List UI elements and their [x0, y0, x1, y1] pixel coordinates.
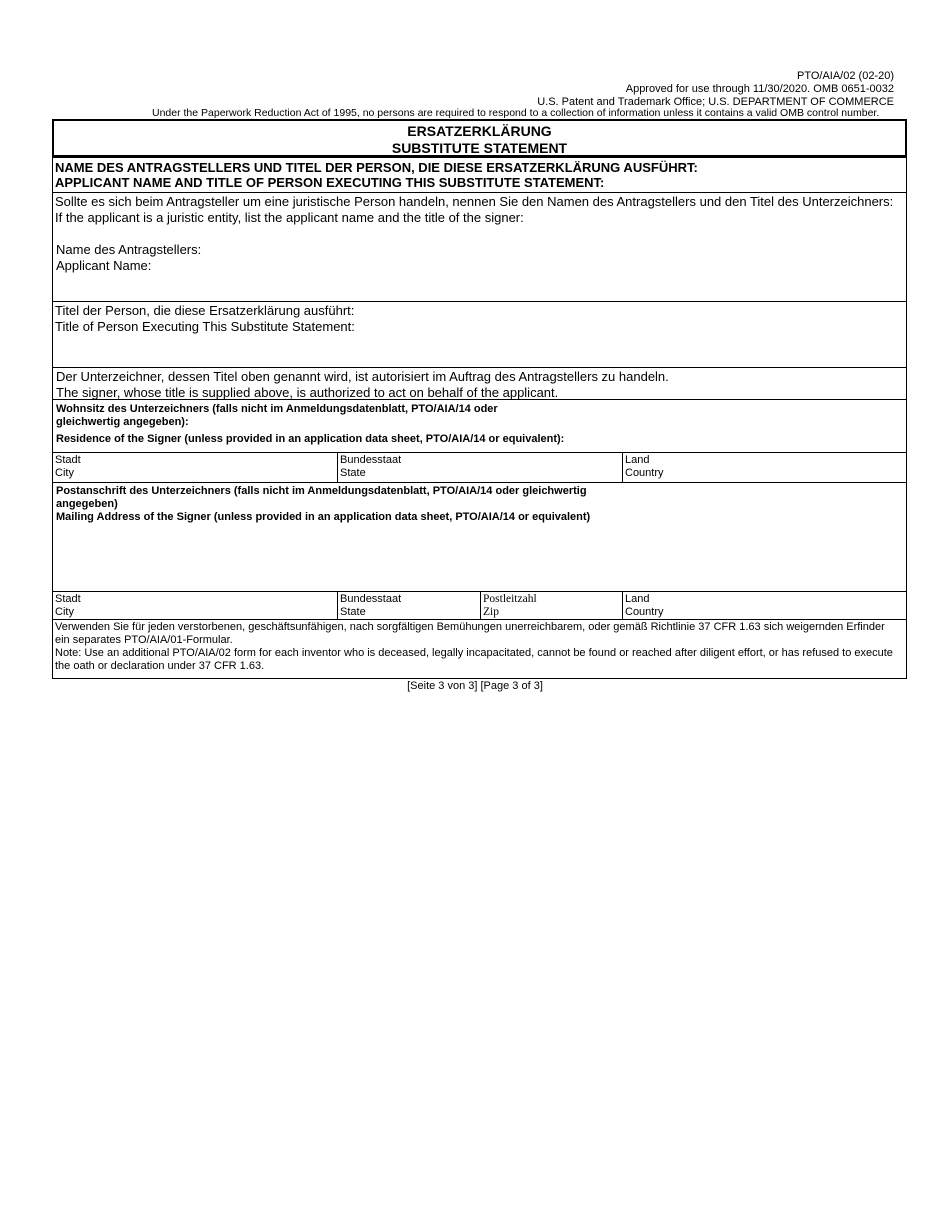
- mailing-country-label-german: Land: [625, 593, 650, 605]
- applicant-heading-english: APPLICANT NAME AND TITLE OF PERSON EXECUTING THIS SUBSTITUTE STATEMENT:: [55, 175, 605, 190]
- mailing-fields: [52, 592, 907, 620]
- mailing-zip-label-german: Postleitzahl: [483, 593, 537, 605]
- form-title: [52, 119, 907, 158]
- residence-city-field[interactable]: [53, 453, 338, 482]
- mailing-state-label-german: Bundesstaat: [340, 593, 402, 605]
- applicant-name-label-english: Applicant Name:: [56, 258, 152, 273]
- applicant-name-section[interactable]: [52, 193, 907, 302]
- mailing-zip-label-english: Zip: [483, 606, 499, 618]
- signer-title-label-german: Titel der Person, die diese Ersatzerklärung ausführt:: [55, 303, 355, 318]
- residence-state-label-german: Bundesstaat: [340, 454, 402, 466]
- mailing-country-label-english: Country: [625, 606, 664, 618]
- signer-title-label-english: Title of Person Executing This Substitute Statement:: [55, 319, 355, 334]
- page-indicator: [Seite 3 von 3] [Page 3 of 3]: [407, 680, 543, 692]
- mailing-state-field[interactable]: [338, 592, 481, 619]
- mailing-german-line2: angegeben): [56, 498, 118, 510]
- mailing-city-label-german: Stadt: [55, 593, 81, 605]
- residence-english: Residence of the Signer (unless provided in an application data sheet, PTO/AIA/14 or equivalent):: [56, 433, 565, 445]
- title-german: ERSATZERKLÄRUNG: [407, 123, 552, 139]
- residence-german-line1: Wohnsitz des Unterzeichners (falls nicht im Anmeldungsdatenblatt, PTO/AIA/14 oder: [56, 403, 498, 415]
- paperwork-notice: Under the Paperwork Reduction Act of 1995, no persons are required to respond to a collection of information unless it contains a valid OMB control number.: [152, 107, 880, 119]
- mailing-english: Mailing Address of the Signer (unless provided in an application data sheet, PTO/AIA/14 or equivalent): [56, 511, 591, 523]
- juristic-instruction-german: Sollte es sich beim Antragsteller um eine juristische Person handeln, nennen Sie den Namen des Antragstellers und den Titel des Unterzeichners:: [55, 194, 894, 209]
- title-english: SUBSTITUTE STATEMENT: [391, 140, 568, 156]
- mailing-zip-field[interactable]: [481, 592, 623, 619]
- signer-title-section[interactable]: [52, 302, 907, 368]
- mailing-address-section[interactable]: [52, 483, 907, 592]
- applicant-heading: [52, 158, 907, 193]
- authorization-statement: [52, 368, 907, 400]
- note-german: Verwenden Sie für jeden verstorbenen, geschäftsunfähigen, nach sorgfältigen Bemühungen unerreichbarem, oder gemäß Richtlinie 37 CFR 1.63 sich weigernden Erfinder ein separates PTO/AIA/01-Formular.: [55, 621, 885, 646]
- authorization-english: The signer, whose title is supplied above, is authorized to act on behalf of the applicant.: [56, 385, 559, 400]
- residence-country-label-german: Land: [625, 454, 650, 466]
- omb-approval: Approved for use through 11/30/2020. OMB 0651-0032: [625, 83, 894, 95]
- form-number: PTO/AIA/02 (02-20): [796, 70, 894, 82]
- residence-german-line2: gleichwertig angegeben):: [56, 416, 189, 428]
- residence-state-label-english: State: [340, 467, 366, 479]
- office-line: U.S. Patent and Trademark Office; U.S. DEPARTMENT OF COMMERCE: [537, 96, 894, 108]
- authorization-german: Der Unterzeichner, dessen Titel oben genannt wird, ist autorisiert im Auftrag des Antragstellers zu handeln.: [56, 369, 669, 384]
- residence-city-label-german: Stadt: [55, 454, 81, 466]
- residence-heading: [52, 400, 907, 453]
- substitute-statement-form: [52, 119, 907, 679]
- applicant-name-label-german: Name des Antragstellers:: [56, 242, 202, 257]
- mailing-state-label-english: State: [340, 606, 366, 618]
- residence-state-field[interactable]: [338, 453, 623, 482]
- juristic-instruction-english: If the applicant is a juristic entity, list the applicant name and the title of the signer:: [55, 210, 524, 225]
- mailing-city-label-english: City: [55, 606, 74, 618]
- applicant-heading-german: NAME DES ANTRAGSTELLERS UND TITEL DER PERSON, DIE DIESE ERSATZERKLÄRUNG AUSFÜHRT:: [55, 160, 698, 175]
- residence-country-field[interactable]: [623, 453, 906, 482]
- mailing-german-line1: Postanschrift des Unterzeichners (falls nicht im Anmeldungsdatenblatt, PTO/AIA/14 oder gleichwertig: [56, 485, 587, 497]
- residence-fields: [52, 453, 907, 483]
- residence-city-label-english: City: [55, 467, 74, 479]
- inventor-note: [52, 620, 907, 679]
- mailing-country-field[interactable]: [623, 592, 906, 619]
- residence-country-label-english: Country: [625, 467, 664, 479]
- mailing-city-field[interactable]: [53, 592, 338, 619]
- note-english: Note: Use an additional PTO/AIA/02 form for each inventor who is deceased, legally incapacitated, cannot be found or reached after diligent effort, or has refused to execute the oath or declaration under 37 CFR 1.63.: [55, 647, 893, 672]
